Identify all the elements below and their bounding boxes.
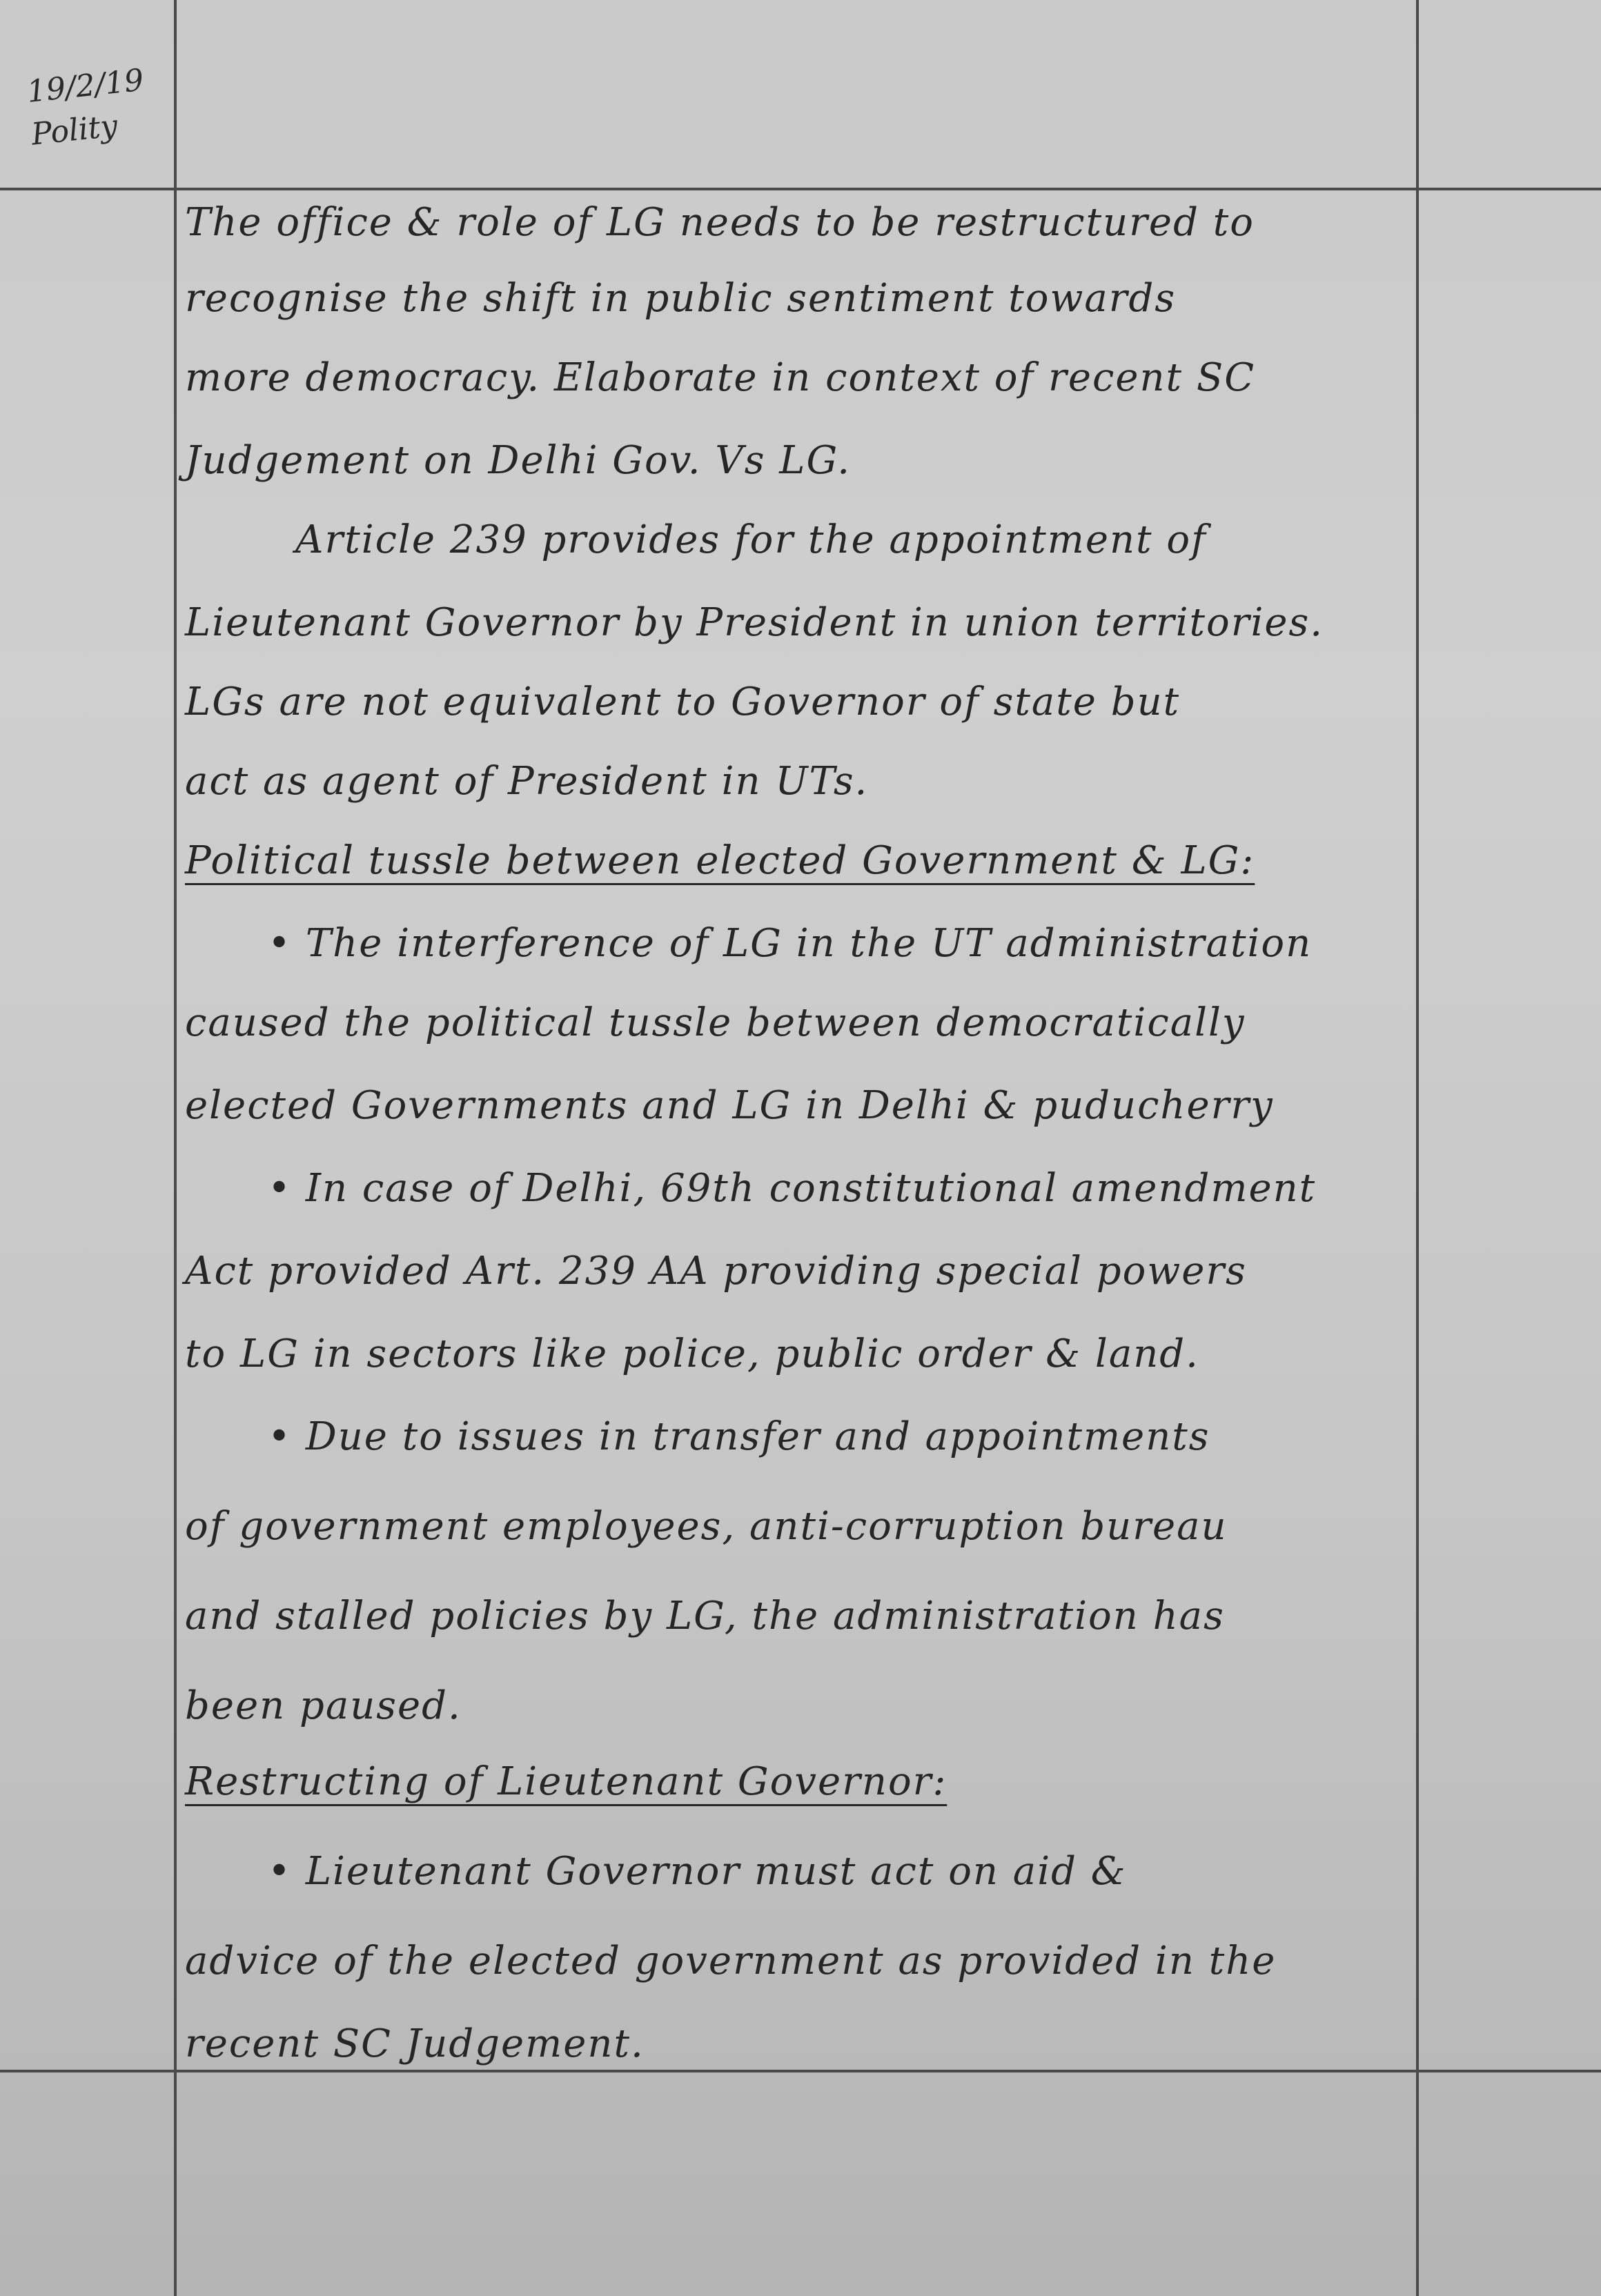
body-line: caused the political tussle between democratically (185, 1000, 1246, 1045)
body-line: • The interference of LG in the UT administration (268, 921, 1313, 966)
intro-line: Article 239 provides for the appointment of (295, 517, 1207, 562)
question-line: more democracy. Elaborate in context of recent SC (185, 355, 1256, 400)
body-line: Act provided Art. 239 AA providing special powers (185, 1249, 1247, 1294)
section-heading: Restructing of Lieutenant Governor: (185, 1759, 947, 1804)
right-margin-rule (1416, 0, 1419, 2296)
body-line: and stalled policies by LG, the administration has (185, 1594, 1225, 1639)
intro-line: act as agent of President in UTs. (185, 759, 869, 804)
question-line: Judgement on Delhi Gov. Vs LG. (185, 438, 852, 483)
body-line: to LG in sectors like police, public order & land. (185, 1332, 1199, 1376)
note-date: 19/2/19 (25, 62, 146, 110)
section-heading: Political tussle between elected Government & LG: (185, 838, 1255, 883)
bottom-rule (0, 2070, 1601, 2072)
question-line: The office & role of LG needs to be restructured to (185, 200, 1255, 245)
intro-line: Lieutenant Governor by President in union territories. (185, 600, 1324, 645)
question-line: recognise the shift in public sentiment towards (185, 276, 1177, 321)
body-line: advice of the elected government as provided in the (185, 1939, 1277, 1983)
body-line: • Due to issues in transfer and appointments (268, 1414, 1210, 1459)
body-line: of government employees, anti-corruption bureau (185, 1504, 1228, 1549)
body-line: recent SC Judgement. (185, 2021, 645, 2066)
note-subject: Polity (30, 108, 119, 152)
top-rule (0, 188, 1601, 190)
body-line: elected Governments and LG in Delhi & puducherry (185, 1083, 1274, 1128)
body-line: been paused. (185, 1683, 462, 1728)
body-line: • Lieutenant Governor must act on aid & (268, 1849, 1127, 1894)
left-margin-rule (174, 0, 177, 2296)
intro-line: LGs are not equivalent to Governor of state but (185, 680, 1181, 724)
body-line: • In case of Delhi, 69th constitutional amendment (268, 1166, 1317, 1211)
margin-note (25, 56, 178, 156)
